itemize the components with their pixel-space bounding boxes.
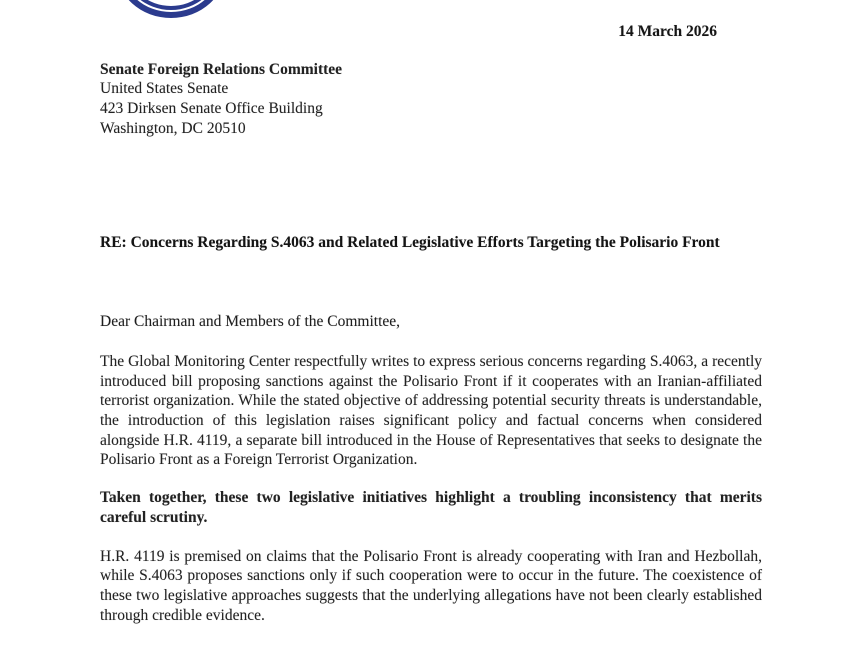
salutation: Dear Chairman and Members of the Committee, — [100, 313, 401, 331]
organization-logo — [116, 0, 228, 20]
recipient-city: Washington, DC 20510 — [100, 119, 246, 137]
subject-line: RE: Concerns Regarding S.4063 and Related Legislative Efforts Targeting the Polisario Front — [100, 233, 720, 251]
body-paragraph-1: The Global Monitoring Center respectfully writes to express serious concerns regarding S.4063, a recently introduced bill proposing sanctions against the Polisario Front if it cooperates with an Iranian-affiliated terrorist organization. While the stated objective of addressing potential security threats is understandable, the introduction of this legislation raises significant policy and factual concerns when considered alongside H.R. 4119, a separate bill introduced in the House of Representatives that seeks to designate the Polisario Front as a Foreign Terrorist Organization. — [100, 352, 762, 469]
recipient-name: Senate Foreign Relations Committee — [100, 60, 343, 78]
body-paragraph-2-emphasis: Taken together, these two legislative initiatives highlight a troubling inconsistency that merits careful scrutiny. — [100, 489, 762, 526]
logo-outer-ring-icon — [116, 0, 226, 18]
recipient-address-block — [100, 60, 762, 139]
recipient-org: United States Senate — [100, 80, 229, 98]
body-paragraph-3: H.R. 4119 is premised on claims that the Polisario Front is already cooperating with Iran and Hezbollah, while S.4063 proposes sanctions only if such cooperation were to occur in the future. The coexistence of these two legislative approaches suggests that the underlying allegations have not been clearly established through credible evidence. — [100, 547, 762, 624]
recipient-street: 423 Dirksen Senate Office Building — [100, 100, 323, 118]
letter-date: 14 March 2026 — [618, 23, 717, 40]
logo-inner-ring-icon — [124, 0, 218, 10]
